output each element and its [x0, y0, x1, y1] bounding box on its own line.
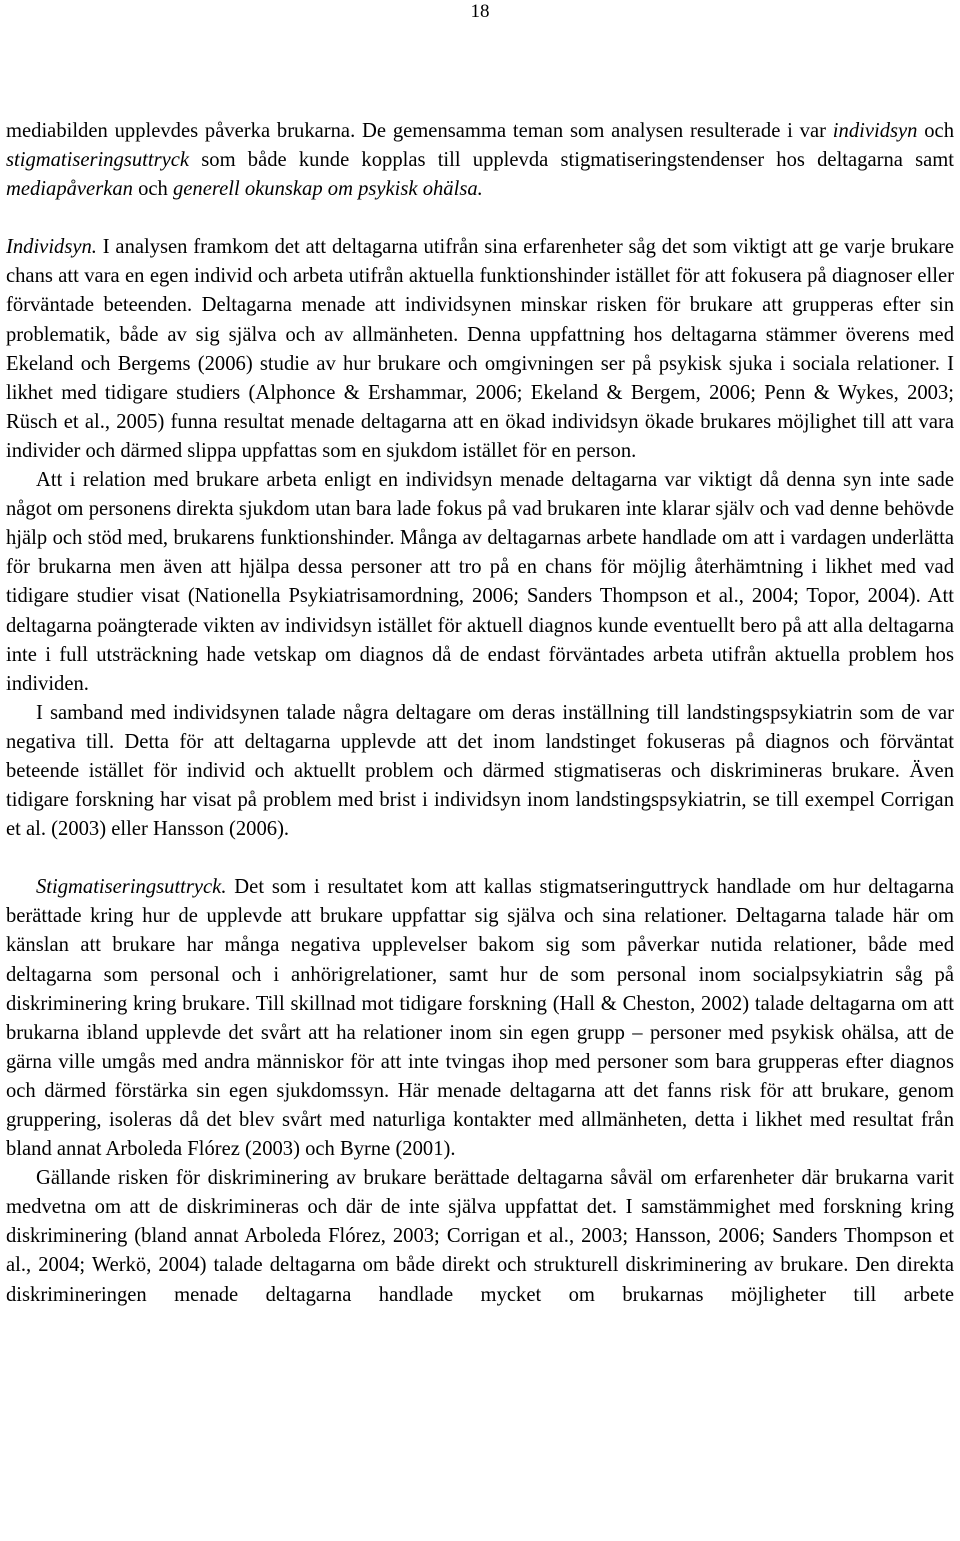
page-number: 18	[470, 1, 490, 22]
individsyn-heading: Individsyn.	[6, 236, 97, 259]
intro-paragraph: mediabilden upplevdes påverka brukarna. De gemensamma teman som analysen resulterade i var individsyn och stigmatiseringsuttryck som både kunde kopplas till upplevda stigmatiseringstendenser hos deltagarna samt mediapåverkan och generell okunskap om psykisk ohälsa.	[6, 120, 954, 201]
stigma-paragraph-1: Stigmatiseringsuttryck. Det som i resultatet kom att kallas stigmatseringuttryck handlade om hur deltagarna berättade kring hur de upplevde att brukare uppfattar sig själva och sina relationer. Deltagarna talade här om känslan att brukare har många negativa upplevelser bakom sig som påverkar nutida relationer, både med deltagarna som personal och i anhörigrelationer, samt hur de som personal inom socialpsykiatrin såg på diskriminering kring brukare. Till skillnad mot tidigare forskning (Hall & Cheston, 2002) talade deltagarna om att brukarna ibland upplevde det svårt att ha relationer inom sin egen grupp – personer med psykisk ohälsa, att de gärna ville umgås med andra människor för att inte tvingas ihop med personer som bara grupperas efter diagnos och därmed förstärka sin egen sjukdomssyn. Här menade deltagarna att det fanns risk för att brukare, genom gruppering, isoleras då det blev svårt med naturliga kontakter med allmänheten, detta i likhet med resultat från bland annat Arboleda Flórez (2003) och Byrne (2001).	[6, 876, 954, 1161]
body-text	[6, 117, 954, 1310]
stigma-paragraph-2: Gällande risken för diskriminering av brukare berättade deltagarna såväl om erfarenheter där brukarna varit medvetna om att de diskrimineras och där de inte själva uppfattat det. I samstämmighet med forskning kring diskriminering (bland annat Arboleda Flórez, 2003; Corrigan et al., 2003; Hansson, 2006; Sanders Thompson et al., 2004; Werkö, 2004) talade deltagarna om både direkt och strukturell diskriminering av brukare. Den direkta diskrimineringen menade deltagarna handlade mycket om brukarnas möjligheter till arbete	[6, 1167, 954, 1306]
individsyn-paragraph-2: Att i relation med brukare arbeta enligt en individsyn menade deltagarna var viktigt då denna syn inte sade något om personens direkta sjukdom utan bara lade fokus på vad brukaren inte klarar själv och vad denne behövde hjälp och stöd med, brukarens funktionshinder. Många av deltagarnas arbete handlade om att i vardagen underlätta för brukarna men även att hjälpa dessa personer att tro på en chans för möjlig återhämtning i likhet med vad tidigare studier visat (Nationella Psykiatrisamordning, 2006; Sanders Thompson et al., 2004; Topor, 2004). Att deltagarna poängterade vikten av individsyn istället för aktuell diagnos kunde eventuellt bero på att alla deltagarna inte i full utsträckning hade vetskap om diagnos då de endast förväntades arbeta utifrån aktuella problem hos individen.	[6, 469, 954, 695]
individsyn-paragraph-1: Individsyn. I analysen framkom det att deltagarna utifrån sina erfarenheter såg det som viktigt att ge varje brukare chans att vara en egen individ och arbeta utifrån aktuella funktionshinder istället för att fokusera på diagnoser eller förväntade beteenden. Deltagarna menade att individsynen minskar risken för brukare att grupperas efter sin problematik, både av sig själva och av allmänheten. Denna uppfattning hos deltagarna stämmer överens med Ekeland och Bergems (2006) studie av hur brukare och omgivningen ser på psykisk sjuka i sociala relationer. I likhet med tidigare studiers (Alphonce & Ershammar, 2006; Ekeland & Bergem, 2006; Penn & Wykes, 2003; Rüsch et al., 2005) funna resultat menade deltagarna att en ökad individsyn ökade brukares möjlighet till att vara individer och därmed slippa uppfattas som en sjukdom istället för en person.	[6, 236, 954, 462]
stigma-heading: Stigmatiseringsuttryck.	[36, 876, 227, 899]
individsyn-paragraph-3: I samband med individsynen talade några deltagare om deras inställning till landstingspsykiatrin som de var negativa till. Detta för att deltagarna upplevde att det inom landstinget fokuseras på diagnos och förväntat beteende istället för individ och aktuellt problem och därmed stigmatiseras och diskrimineras brukare. Även tidigare forskning har visat på problem med brist i individsyn inom landstingspsykiatrin, se till exempel Corrigan et al. (2003) eller Hansson (2006).	[6, 701, 954, 841]
